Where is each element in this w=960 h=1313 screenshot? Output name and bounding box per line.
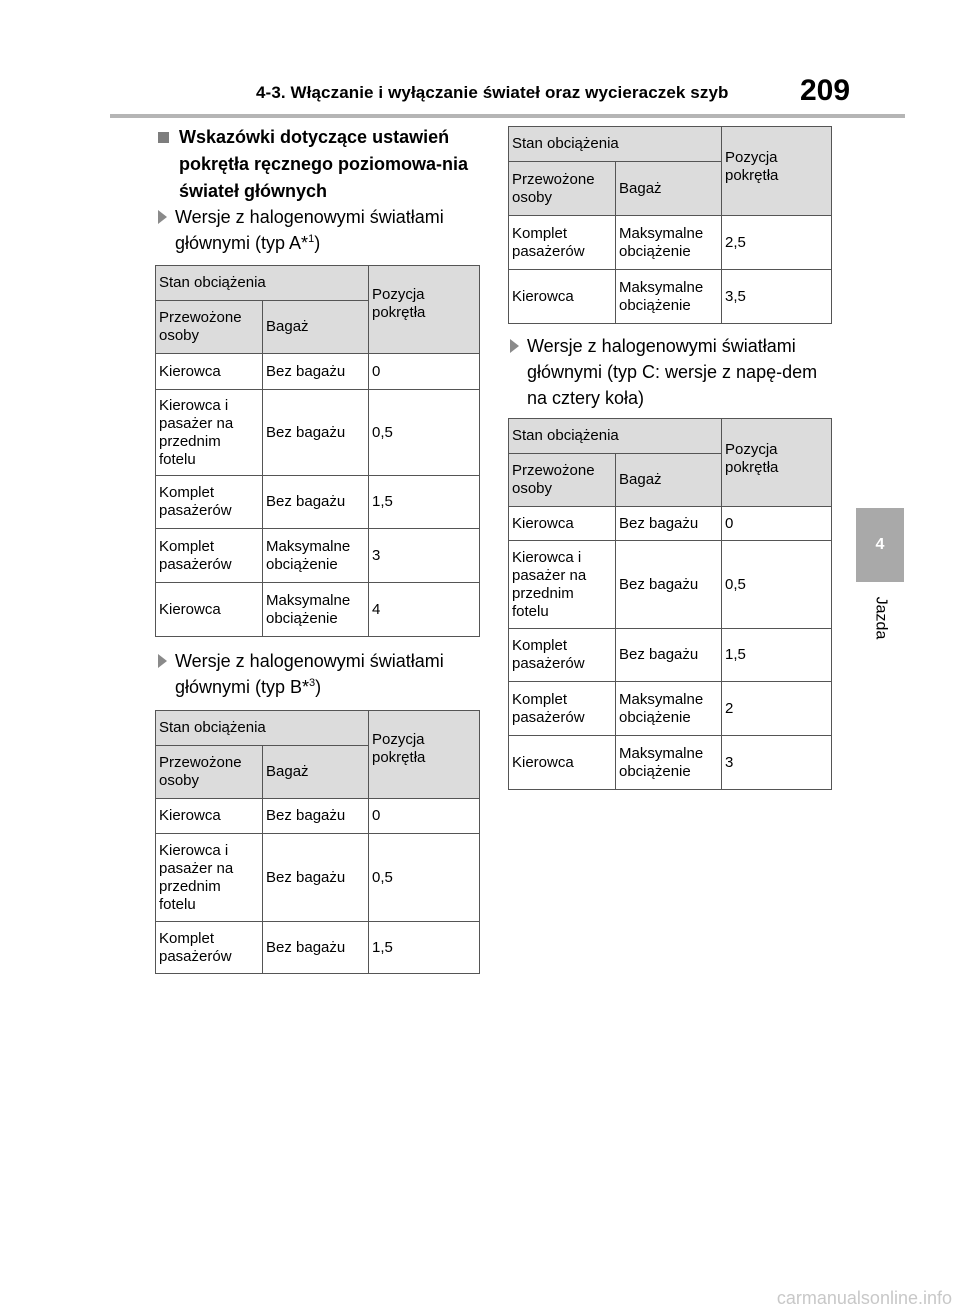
table-type-c xyxy=(508,418,832,790)
square-bullet-icon xyxy=(158,132,169,143)
table-row xyxy=(156,354,480,390)
variant-a-heading xyxy=(158,204,488,256)
cell-luggage: Bez bagażu xyxy=(616,507,722,541)
header-knob-position: Pozycja pokrętła xyxy=(369,266,480,354)
header-title: 4-3. Włączanie i wyłączanie świateł oraz wycieraczek szyb xyxy=(256,83,729,102)
cell-passengers: Kierowca xyxy=(156,354,263,390)
table-row xyxy=(156,529,480,583)
header-load-state: Stan obciążenia xyxy=(156,266,369,301)
cell-passengers: Kierowca xyxy=(509,270,616,324)
cell-passengers: Kierowca xyxy=(156,799,263,834)
cell-passengers: Komplet pasażerów xyxy=(509,682,616,736)
table-type-b-part1 xyxy=(155,710,480,974)
table-type-b-part2 xyxy=(508,126,832,324)
table-row xyxy=(156,922,480,974)
header-rule xyxy=(110,114,905,118)
table-row xyxy=(156,799,480,834)
cell-luggage: Bez bagażu xyxy=(263,354,369,390)
header-luggage: Bagaż xyxy=(616,454,722,507)
cell-luggage: Bez bagażu xyxy=(263,390,369,476)
variant-a-footnote: 1 xyxy=(308,233,315,245)
triangle-bullet-icon xyxy=(510,339,519,353)
triangle-bullet-icon xyxy=(158,654,167,668)
cell-passengers: Kierowca xyxy=(509,507,616,541)
header-load-state: Stan obciążenia xyxy=(156,711,369,746)
table-row xyxy=(156,390,480,476)
cell-position: 0,5 xyxy=(369,834,480,922)
cell-position: 3 xyxy=(369,529,480,583)
cell-passengers: Komplet pasażerów xyxy=(509,629,616,682)
header-knob-position: Pozycja pokrętła xyxy=(722,127,832,216)
cell-luggage: Bez bagażu xyxy=(263,799,369,834)
cell-luggage: Bez bagażu xyxy=(616,541,722,629)
variant-c-text: Wersje z halogenowymi światłami głównymi (typ C: wersje z napę-dem na cztery koła) xyxy=(527,336,818,408)
table-row xyxy=(509,270,832,324)
cell-position: 1,5 xyxy=(722,629,832,682)
cell-luggage: Maksymalne obciążenie xyxy=(263,583,369,637)
triangle-bullet-icon xyxy=(158,210,167,224)
variant-a-suffix: ) xyxy=(314,233,321,253)
section-heading xyxy=(158,124,488,205)
cell-luggage: Maksymalne obciążenie xyxy=(263,529,369,583)
cell-luggage: Bez bagażu xyxy=(616,629,722,682)
chapter-tab xyxy=(856,508,904,582)
cell-position: 0,5 xyxy=(369,390,480,476)
header-knob-position: Pozycja pokrętła xyxy=(369,711,480,799)
cell-luggage: Bez bagażu xyxy=(263,834,369,922)
cell-passengers: Komplet pasażerów xyxy=(156,922,263,974)
cell-position: 0 xyxy=(369,799,480,834)
cell-position: 0 xyxy=(369,354,480,390)
table-row xyxy=(509,507,832,541)
cell-luggage: Maksymalne obciążenie xyxy=(616,270,722,324)
header-passengers: Przewożone osoby xyxy=(156,746,263,799)
cell-luggage: Maksymalne obciążenie xyxy=(616,216,722,270)
table-row xyxy=(509,682,832,736)
variant-b-text: Wersje z halogenowymi światłami głównymi (typ B* xyxy=(175,651,444,697)
header-passengers: Przewożone osoby xyxy=(156,301,263,354)
chapter-number: 4 xyxy=(875,536,885,553)
watermark: carmanualsonline.info xyxy=(776,1288,952,1308)
cell-position: 0,5 xyxy=(722,541,832,629)
header-knob-position: Pozycja pokrętła xyxy=(722,419,832,507)
cell-passengers: Komplet pasażerów xyxy=(156,529,263,583)
header-luggage: Bagaż xyxy=(263,746,369,799)
section-heading-text: Wskazówki dotyczące ustawień pokrętła ręcznego poziomowa-nia świateł głównych xyxy=(179,127,469,201)
page-number: 209 xyxy=(800,74,851,107)
chapter-label xyxy=(862,588,898,648)
header-load-state: Stan obciążenia xyxy=(509,419,722,454)
cell-position: 2 xyxy=(722,682,832,736)
cell-passengers: Kierowca xyxy=(509,736,616,790)
cell-luggage: Bez bagażu xyxy=(263,476,369,529)
header-passengers: Przewożone osoby xyxy=(509,454,616,507)
cell-position: 4 xyxy=(369,583,480,637)
table-row xyxy=(509,736,832,790)
table-type-a xyxy=(155,265,480,637)
table-row xyxy=(156,476,480,529)
cell-passengers: Kierowca i pasażer na przednim fotelu xyxy=(509,541,616,629)
header-passengers: Przewożone osoby xyxy=(509,162,616,216)
cell-luggage: Bez bagażu xyxy=(263,922,369,974)
header-load-state: Stan obciążenia xyxy=(509,127,722,162)
table-row xyxy=(156,583,480,637)
cell-luggage: Maksymalne obciążenie xyxy=(616,736,722,790)
table-row xyxy=(509,629,832,682)
table-row xyxy=(509,541,832,629)
table-row xyxy=(509,216,832,270)
cell-passengers: Komplet pasażerów xyxy=(509,216,616,270)
header-luggage: Bagaż xyxy=(616,162,722,216)
cell-passengers: Kierowca i pasażer na przednim fotelu xyxy=(156,390,263,476)
variant-b-heading xyxy=(158,648,488,700)
cell-passengers: Komplet pasażerów xyxy=(156,476,263,529)
cell-position: 1,5 xyxy=(369,922,480,974)
cell-position: 3,5 xyxy=(722,270,832,324)
variant-b-suffix: ) xyxy=(315,677,322,697)
cell-position: 3 xyxy=(722,736,832,790)
variant-b-footnote: 3 xyxy=(309,677,316,689)
table-row xyxy=(156,834,480,922)
variant-a-text: Wersje z halogenowymi światłami głównymi (typ A* xyxy=(175,207,444,253)
cell-position: 2,5 xyxy=(722,216,832,270)
cell-luggage: Maksymalne obciążenie xyxy=(616,682,722,736)
cell-position: 1,5 xyxy=(369,476,480,529)
header-luggage: Bagaż xyxy=(263,301,369,354)
cell-passengers: Kierowca xyxy=(156,583,263,637)
cell-position: 0 xyxy=(722,507,832,541)
cell-passengers: Kierowca i pasażer na przednim fotelu xyxy=(156,834,263,922)
chapter-label-text: Jazda xyxy=(872,596,890,640)
variant-c-heading xyxy=(510,333,840,411)
